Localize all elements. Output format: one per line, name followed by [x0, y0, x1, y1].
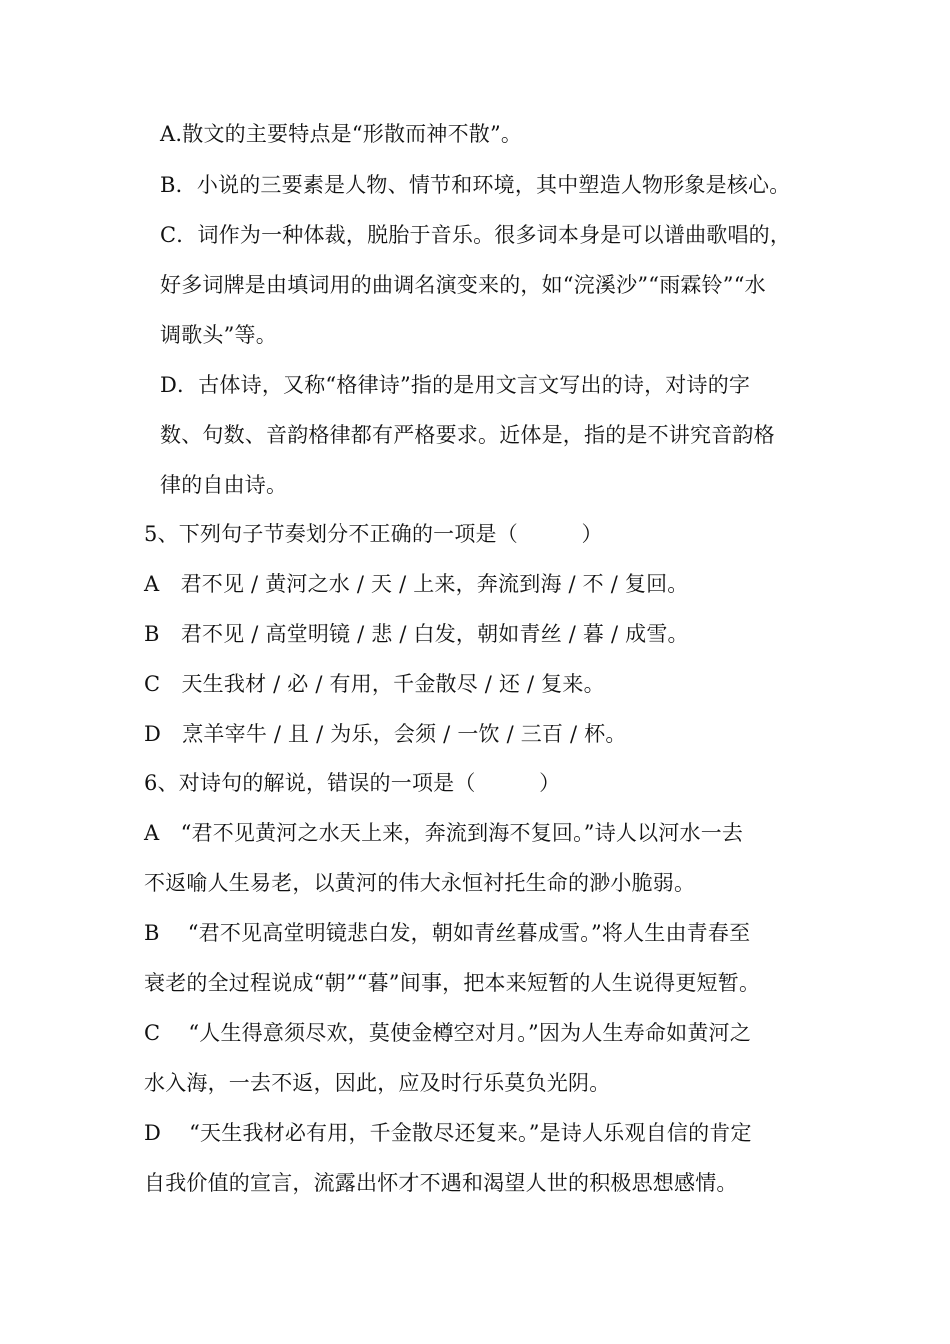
q4-option-d-line2: 数、句数、音韵格律都有严格要求。近体是，指的是不讲究音韵格: [160, 423, 775, 447]
q4-option-c-line3: 调歌头”等。: [160, 323, 277, 347]
q6-option-c-line1: C “人生得意须尽欢，莫使金樽空对月。”因为人生寿命如黄河之: [144, 1021, 751, 1045]
q4-option-a: A.散文的主要特点是“形散而神不散”。: [160, 122, 523, 146]
q6-stem: 6、对诗句的解说，错误的一项是（ ）: [144, 771, 561, 795]
q5-stem: 5、下列句子节奏划分不正确的一项是（ ）: [144, 522, 603, 546]
q5-option-d: D 烹羊宰牛 / 且 / 为乐，会须 / 一饮 / 三百 / 杯。: [144, 722, 627, 746]
q5-option-b: B 君不见 / 高堂明镜 / 悲 / 白发，朝如青丝 / 暮 / 成雪。: [144, 622, 689, 646]
q4-option-b: B．小说的三要素是人物、情节和环境，其中塑造人物形象是核心。: [160, 173, 791, 197]
q6-option-c-line2: 水入海，一去不返，因此，应及时行乐莫负光阴。: [144, 1071, 611, 1095]
q5-option-c: C 天生我材 / 必 / 有用，千金散尽 / 还 / 复来。: [144, 672, 605, 696]
q6-option-b-line1: B “君不见高堂明镜悲白发，朝如青丝暮成雪。”将人生由青春至: [144, 921, 751, 945]
q5-option-a: A 君不见 / 黄河之水 / 天 / 上来，奔流到海 / 不 / 复回。: [144, 572, 689, 596]
q6-option-a-line2: 不返喻人生易老，以黄河的伟大永恒衬托生命的渺小脆弱。: [144, 871, 696, 895]
q6-option-d-line1: D “天生我材必有用，千金散尽还复来。”是诗人乐观自信的肯定: [144, 1121, 752, 1145]
q4-option-c-line2: 好多词牌是由填词用的曲调名演变来的，如“浣溪沙”“雨霖铃”“水: [160, 273, 766, 297]
q6-option-d-line2: 自我价值的宣言，流露出怀才不遇和渴望人世的积极思想感情。: [144, 1171, 738, 1195]
q4-option-d-line3: 律的自由诗。: [160, 473, 288, 497]
q6-option-a-line1: A “君不见黄河之水天上来，奔流到海不复回。”诗人以河水一去: [144, 821, 744, 845]
q4-option-d-line1: D．古体诗，又称“格律诗”指的是用文言文写出的诗，对诗的字: [160, 373, 751, 397]
q6-option-b-line2: 衰老的全过程说成“朝”“暮”间事，把本来短暂的人生说得更短暂。: [144, 971, 761, 995]
q4-option-c-line1: C．词作为一种体裁，脱胎于音乐。很多词本身是可以谱曲歌唱的，: [160, 223, 792, 247]
